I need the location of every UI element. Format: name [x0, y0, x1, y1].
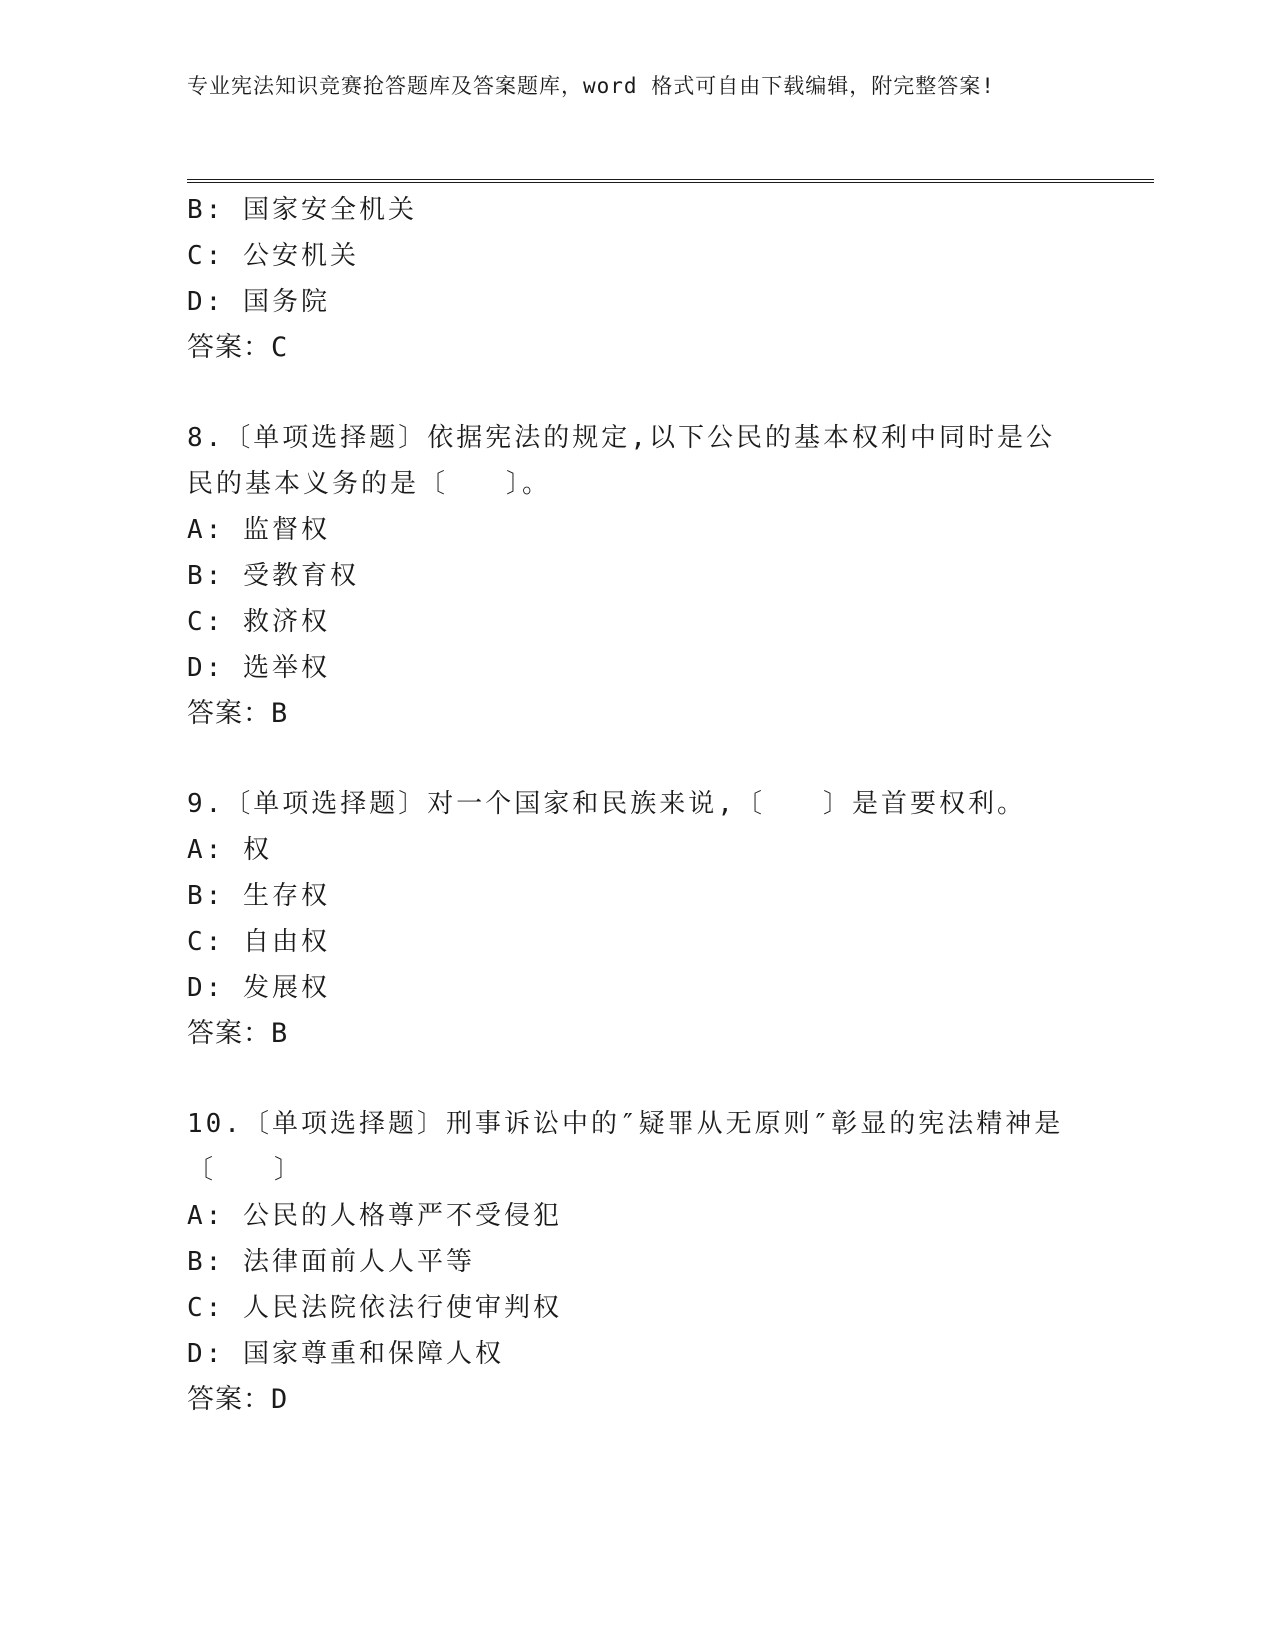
option-c: C: 人民法院依法行使审判权 [187, 1293, 562, 1323]
prev-question-block [187, 187, 1087, 371]
question-block-10 [187, 1101, 1087, 1423]
question-text: 10.〔单项选择题〕刑事诉讼中的″疑罪从无原则″彰显的宪法精神是〔 〕 [187, 1109, 1064, 1185]
option-a: A: 公民的人格尊严不受侵犯 [187, 1201, 562, 1231]
page-header: 专业宪法知识竞赛抢答题库及答案题库，word 格式可自由下载编辑，附完整答案! [187, 74, 995, 98]
document-body [187, 187, 1087, 1423]
option-b: B: 生存权 [187, 881, 330, 911]
option-a: A: 权 [187, 835, 272, 865]
option-d: D: 国家尊重和保障人权 [187, 1339, 504, 1369]
answer-line: 答案：C [187, 332, 289, 363]
header-divider [187, 179, 1154, 183]
option-b: B: 受教育权 [187, 561, 359, 591]
option-d: D: 国务院 [187, 287, 330, 317]
option-d: D: 选举权 [187, 653, 330, 683]
question-block-8 [187, 415, 1087, 737]
question-block-9 [187, 781, 1087, 1057]
option-a: A: 监督权 [187, 515, 330, 545]
option-b: B: 法律面前人人平等 [187, 1247, 475, 1277]
answer-line: 答案：B [187, 1018, 289, 1049]
option-d: D: 发展权 [187, 973, 330, 1003]
question-text: 8.〔单项选择题〕依据宪法的规定,以下公民的基本权利中同时是公民的基本义务的是〔 〕。 [187, 423, 1055, 499]
question-text: 9.〔单项选择题〕对一个国家和民族来说,〔 〕是首要权利。 [187, 789, 1026, 819]
option-c: C: 公安机关 [187, 241, 359, 271]
option-c: C: 自由权 [187, 927, 330, 957]
option-c: C: 救济权 [187, 607, 330, 637]
option-b: B: 国家安全机关 [187, 195, 417, 225]
answer-line: 答案：B [187, 698, 289, 729]
answer-line: 答案：D [187, 1384, 289, 1415]
